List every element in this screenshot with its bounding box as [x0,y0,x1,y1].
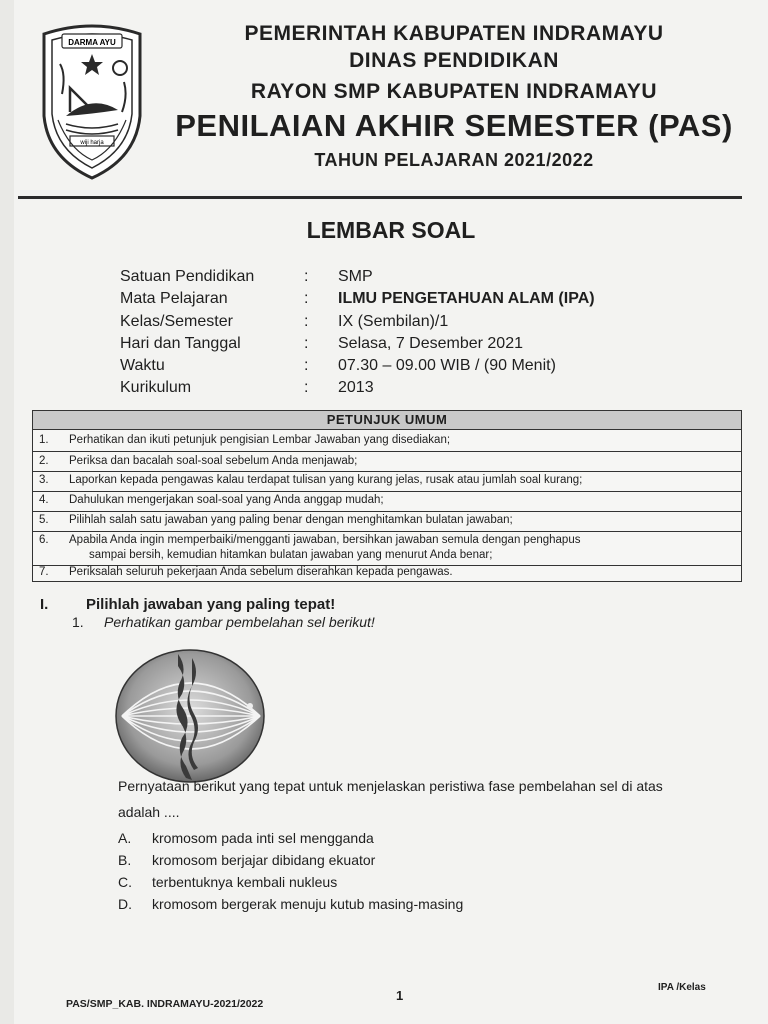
instruction-text: Apabila Anda ingin memperbaiki/mengganti jawaban, bersihkan jawaban semula dengan penghapus [69,534,581,546]
info-value: ILMU PENGETAHUAN ALAM (IPA) [338,290,595,307]
option-letter: A. [118,830,132,846]
header-divider [18,196,742,199]
instruction-item [39,514,513,526]
header-government: PEMERINTAH KABUPATEN INDRAMAYU [244,22,664,45]
option-letter: C. [118,874,132,890]
instruction-number: 6. [39,534,49,546]
answer-option-b [118,852,375,868]
option-text: kromosom berjajar dibidang ekuator [152,852,376,868]
exam-page [14,0,768,1024]
general-instructions-box [32,410,742,582]
instruction-number: 2. [39,455,49,467]
emblem-banner: DARMA AYU [68,38,116,47]
instruction-divider [33,491,741,492]
info-separator: : [304,290,309,307]
exam-title: PENILAIAN AKHIR SEMESTER (PAS) [175,108,733,143]
answer-option-d [118,896,463,912]
instruction-divider [33,451,741,452]
option-letter: B. [118,852,132,868]
info-label: Satuan Pendidikan [120,268,255,285]
footer-subject: IPA /Kelas [658,982,706,993]
answer-option-a [118,830,374,846]
question-number: 1. [72,614,84,630]
emblem-motto: wiji harja [80,140,104,146]
instruction-number: 5. [39,514,49,526]
info-label: Mata Pelajaran [120,290,228,307]
instruction-item [39,534,580,546]
info-value: 2013 [338,379,374,396]
info-value: SMP [338,268,373,285]
instruction-text: Periksalah seluruh pekerjaan Anda sebelum diserahkan kepada pengawas. [69,566,453,578]
instruction-number: 1. [39,434,49,446]
option-text: kromosom bergerak menuju kutub masing-masing [152,896,464,912]
option-text: terbentuknya kembali nukleus [152,874,338,890]
cell-division-illustration [114,648,266,784]
info-separator: : [304,379,309,396]
question-stem: Pernyataan berikut yang tepat untuk menjelaskan peristiwa fase pembelahan sel di atas [118,778,663,794]
footer-code: PAS/SMP_KAB. INDRAMAYU-2021/2022 [66,998,264,1010]
info-label: Kelas/Semester [120,313,233,330]
info-separator: : [304,335,309,352]
info-label: Waktu [120,357,165,374]
instruction-number: 7. [39,566,49,578]
question-prompt [72,614,375,630]
instruction-text: Pilihlah salah satu jawaban yang paling benar dengan menghitamkan bulatan jawaban; [69,514,513,526]
section-title: Pilihlah jawaban yang paling tepat! [86,596,336,613]
header-rayon: RAYON SMP KABUPATEN INDRAMAYU [250,80,658,103]
instruction-item [39,434,450,446]
answer-option-c [118,874,337,890]
info-value: Selasa, 7 Desember 2021 [338,335,523,352]
info-label: Kurikulum [120,379,192,396]
instruction-number: 3. [39,474,49,486]
instruction-number: 4. [39,494,49,506]
instruction-item [39,455,357,467]
question-stem-end: adalah .... [118,804,180,820]
info-separator: : [304,313,309,330]
instruction-divider [33,511,741,512]
header-department: DINAS PENDIDIKAN [349,49,559,72]
instruction-item [39,566,453,578]
info-value: IX (Sembilan)/1 [338,313,449,330]
instruction-item [39,494,384,506]
instruction-text: Laporkan kepada pengawas kalau terdapat tulisan yang kurang jelas, rusak atau jumlah soal kurang; [69,474,583,486]
section-heading [40,596,335,613]
info-separator: : [304,357,309,374]
info-separator: : [304,268,309,285]
instruction-text: Dahulukan mengerjakan soal-soal yang Anda anggap mudah; [69,494,384,506]
option-letter: D. [118,896,132,912]
regency-emblem-icon [36,20,148,182]
page-number: 1 [396,988,404,1003]
instruction-item [39,474,582,486]
sheet-title: LEMBAR SOAL [306,217,476,243]
instruction-text: Perhatikan dan ikuti petunjuk pengisian Lembar Jawaban yang disediakan; [69,434,451,446]
info-value: 07.30 – 09.00 WIB / (90 Menit) [338,357,556,374]
instruction-divider [33,471,741,472]
instruction-text: Periksa dan bacalah soal-soal sebelum Anda menjawab; [69,455,358,467]
section-number: I. [40,596,49,613]
question-prompt-text: Perhatikan gambar pembelahan sel berikut! [104,614,375,630]
instructions-title: PETUNJUK UMUM [33,411,741,430]
info-label: Hari dan Tanggal [120,335,241,352]
instruction-continuation: sampai bersih, kemudian hitamkan bulatan jawaban yang menurut Anda benar; [89,549,493,561]
instruction-divider [33,531,741,532]
academic-year: TAHUN PELAJARAN 2021/2022 [314,150,594,170]
option-text: kromosom pada inti sel mengganda [152,830,374,846]
